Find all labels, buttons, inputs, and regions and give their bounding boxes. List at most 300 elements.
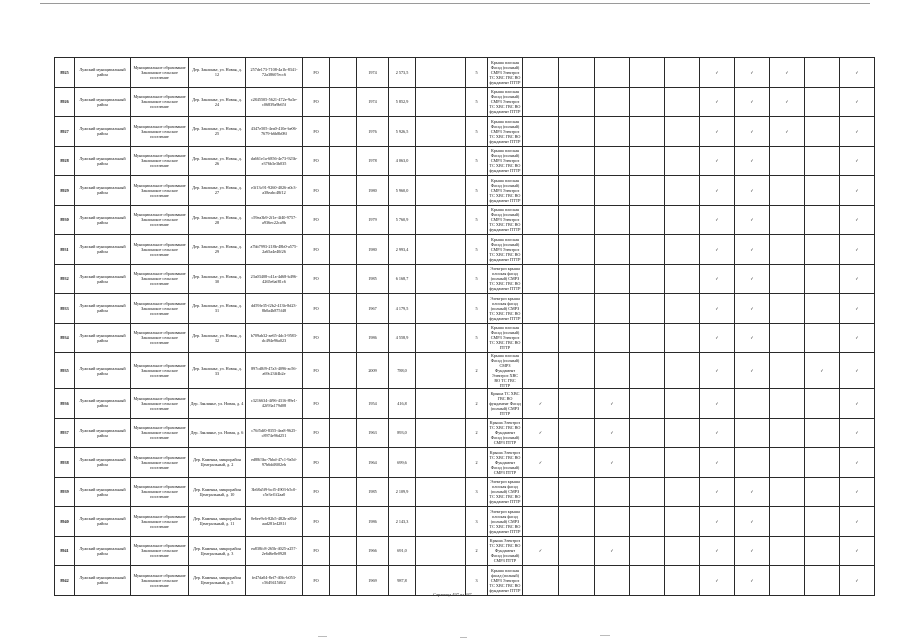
check-mark-cell: ✓ — [700, 176, 735, 206]
empty-cell — [416, 58, 466, 88]
check-mark-cell: ✓ — [700, 146, 735, 176]
check-mark-cell: ✓ — [840, 235, 875, 265]
empty-check-cell — [595, 117, 630, 147]
address-cell: Дер. Каменка, микрорайон Центральный, д. 2 — [189, 448, 246, 478]
district-cell: Лужский муниципальный район — [75, 58, 131, 88]
works-list-cell: Электроэ крыша плоская фасад (полный) СМРЗ ТС ХВС ГВС ВО фундамент ПТТР — [488, 294, 523, 324]
empty-check-cell — [595, 235, 630, 265]
type-code-cell: FO — [303, 146, 330, 176]
empty-check-cell — [559, 389, 595, 419]
check-mark-cell: ✓ — [735, 117, 770, 147]
address-cell: Дер. Заклинье, ул. Новая, д. 25 — [189, 117, 246, 147]
empty-check-cell — [805, 58, 840, 88]
empty-check-cell — [630, 418, 665, 448]
empty-check-cell — [770, 418, 805, 448]
empty-check-cell — [630, 536, 665, 566]
type-code-cell: FO — [303, 294, 330, 324]
empty-check-cell — [559, 58, 595, 88]
check-mark-cell: ✓ — [700, 477, 735, 507]
check-mark-cell: ✓ — [840, 264, 875, 294]
empty-check-cell — [523, 58, 559, 88]
house-id-cell: e3f13c91-9260-4026-a0c3-a38eabc48f12 — [246, 176, 303, 206]
settlement-cell: Муниципальное образование Заклинское сельское поселение — [131, 264, 189, 294]
empty-check-cell — [523, 146, 559, 176]
works-list-cell: Крыша плоская Фасад (полный) СМРЗ Электроэ ТС ХВС ГВС ВО фундамент ПТТР — [488, 87, 523, 117]
check-mark-cell: ✓ — [735, 536, 770, 566]
empty-check-cell — [595, 264, 630, 294]
type-code-cell: FO — [303, 323, 330, 353]
house-id-cell: c3216634-4f96-4316-89e1-42f93a179d08 — [246, 389, 303, 419]
year-cell: 1980 — [357, 235, 389, 265]
address-cell: Дер. Заклинье, ул. Новая, д. 27 — [189, 176, 246, 206]
empty-cell — [330, 389, 357, 419]
works-list-cell: Крыша плоская Фасад (полный) СМРЗ Фундамент Электроэ ХВС ВО ТС ГВС ПТТР — [488, 353, 523, 389]
table-row — [55, 87, 875, 117]
empty-check-cell — [805, 507, 840, 537]
empty-check-cell — [595, 58, 630, 88]
floors-cell: 3 — [466, 477, 488, 507]
empty-check-cell — [665, 353, 700, 389]
empty-check-cell — [523, 507, 559, 537]
type-code-cell: FO — [303, 264, 330, 294]
empty-check-cell — [523, 176, 559, 206]
empty-check-cell — [523, 566, 559, 596]
empty-check-cell — [523, 323, 559, 353]
check-mark-cell: ✓ — [840, 448, 875, 478]
housing-stock-table — [54, 57, 875, 596]
house-id-cell: c76f5df0-8355-4ea8-9625-c8974e96d251 — [246, 418, 303, 448]
year-cell: 2009 — [357, 353, 389, 389]
check-mark-cell: ✓ — [840, 58, 875, 88]
empty-check-cell — [523, 353, 559, 389]
district-cell: Лужский муниципальный район — [75, 235, 131, 265]
area-cell: 2 573,5 — [389, 58, 416, 88]
check-mark-cell: ✓ — [840, 205, 875, 235]
empty-cell — [330, 205, 357, 235]
empty-check-cell — [559, 448, 595, 478]
table-row — [55, 507, 875, 537]
table-body — [55, 58, 875, 596]
empty-cell — [416, 294, 466, 324]
empty-cell — [330, 58, 357, 88]
row-number: 8928 — [55, 146, 75, 176]
row-number: 8941 — [55, 536, 75, 566]
empty-check-cell — [665, 205, 700, 235]
empty-check-cell — [630, 389, 665, 419]
works-list-cell: Электроэ крыша плоская фасад (полный) СМРЗ ТС ХВС ГВС ВО фундамент ПТТР — [488, 507, 523, 537]
address-cell: Дер. Заклинье, ул. Новая, д. 32 — [189, 323, 246, 353]
empty-check-cell — [595, 205, 630, 235]
district-cell: Лужский муниципальный район — [75, 507, 131, 537]
works-list-cell: Крыша плоская Фасад (полный) СМРЗ Электроэ ТС ХВС ГВС ВО фундамент ПТТР — [488, 117, 523, 147]
settlement-cell: Муниципальное образование Заклинское сельское поселение — [131, 477, 189, 507]
empty-check-cell — [559, 205, 595, 235]
empty-check-cell — [735, 418, 770, 448]
empty-check-cell — [559, 235, 595, 265]
check-mark-cell: ✓ — [840, 146, 875, 176]
check-mark-cell: ✓ — [735, 566, 770, 596]
district-cell: Лужский муниципальный район — [75, 448, 131, 478]
floors-cell: 5 — [466, 294, 488, 324]
area-cell: 5 852,9 — [389, 87, 416, 117]
page-top-edge — [40, 3, 870, 4]
works-list-cell: Крыша ТС ХВС ГВС ВО фундамент Фасад (полный) СМРЗ ПТТР — [488, 389, 523, 419]
works-list-cell: Крыша Электроэ ТС ХВС ГВС ВО Фундамент Фасад (полный) СМРЗ ПТТР — [488, 536, 523, 566]
empty-check-cell — [770, 235, 805, 265]
empty-check-cell — [630, 323, 665, 353]
empty-check-cell — [523, 264, 559, 294]
check-mark-cell: ✓ — [840, 477, 875, 507]
floors-cell: 5 — [466, 323, 488, 353]
table-row — [55, 294, 875, 324]
year-cell: 1979 — [357, 205, 389, 235]
empty-check-cell — [630, 353, 665, 389]
settlement-cell: Муниципальное образование Заклинское сельское поселение — [131, 507, 189, 537]
empty-check-cell — [805, 264, 840, 294]
check-mark-cell: ✓ — [700, 536, 735, 566]
check-mark-cell: ✓ — [840, 507, 875, 537]
check-mark-cell: ✓ — [700, 235, 735, 265]
table-row — [55, 389, 875, 419]
empty-cell — [330, 566, 357, 596]
area-cell: 4 179,5 — [389, 294, 416, 324]
area-cell: 4 558,9 — [389, 323, 416, 353]
check-mark-cell: ✓ — [595, 536, 630, 566]
empty-check-cell — [770, 176, 805, 206]
empty-check-cell — [665, 58, 700, 88]
empty-check-cell — [559, 294, 595, 324]
check-mark-cell: ✓ — [700, 507, 735, 537]
check-mark-cell: ✓ — [840, 536, 875, 566]
row-number: 8938 — [55, 448, 75, 478]
empty-cell — [330, 235, 357, 265]
empty-check-cell — [630, 448, 665, 478]
settlement-cell: Муниципальное образование Заклинское сельское поселение — [131, 205, 189, 235]
works-list-cell: Крыша плоская Фасад (полный) СМРЗ Электроэ ТС ХВС ГВС ВО ПТТР — [488, 323, 523, 353]
empty-check-cell — [770, 205, 805, 235]
empty-cell — [416, 448, 466, 478]
settlement-cell: Муниципальное образование Заклинское сельское поселение — [131, 176, 189, 206]
area-cell: 416,8 — [389, 389, 416, 419]
scan-artifact — [460, 637, 467, 638]
empty-check-cell — [630, 117, 665, 147]
empty-check-cell — [770, 323, 805, 353]
empty-check-cell — [665, 536, 700, 566]
check-mark-cell: ✓ — [735, 87, 770, 117]
works-list-cell: Электроэ крыша плоская фасад (полный) СМРЗ ТС ХВС ГВС ВО фундамент ПТТР — [488, 477, 523, 507]
house-id-cell: 23a03408-c41a-4d68-b496-4265e6af81c6 — [246, 264, 303, 294]
check-mark-cell: ✓ — [735, 58, 770, 88]
check-mark-cell: ✓ — [840, 176, 875, 206]
district-cell: Лужский муниципальный район — [75, 176, 131, 206]
check-mark-cell: ✓ — [770, 117, 805, 147]
empty-check-cell — [523, 235, 559, 265]
empty-cell — [416, 264, 466, 294]
empty-check-cell — [805, 477, 840, 507]
settlement-cell: Муниципальное образование Заклинское сельское поселение — [131, 418, 189, 448]
empty-cell — [330, 117, 357, 147]
table-row — [55, 353, 875, 389]
house-id-cell: ed88f3bc-7bbd-47c1-9a5d-97b6dd8f02eb — [246, 448, 303, 478]
empty-check-cell — [665, 477, 700, 507]
address-cell: Дер. Заклинье, ул. Новая, д. 12 — [189, 58, 246, 88]
row-number: 8939 — [55, 477, 75, 507]
scan-artifact — [600, 635, 610, 636]
address-cell: Дер. Каменка, микрорайон Центральный, д. 10 — [189, 477, 246, 507]
floors-cell: 2 — [466, 418, 488, 448]
settlement-cell: Муниципальное образование Заклинское сельское поселение — [131, 235, 189, 265]
empty-check-cell — [665, 146, 700, 176]
empty-check-cell — [595, 176, 630, 206]
settlement-cell: Муниципальное образование Заклинское сельское поселение — [131, 566, 189, 596]
check-mark-cell: ✓ — [700, 205, 735, 235]
check-mark-cell: ✓ — [735, 477, 770, 507]
empty-check-cell — [559, 418, 595, 448]
check-mark-cell: ✓ — [840, 323, 875, 353]
empty-check-cell — [665, 389, 700, 419]
empty-cell — [330, 353, 357, 389]
check-mark-cell: ✓ — [700, 418, 735, 448]
row-number: 8942 — [55, 566, 75, 596]
empty-cell — [416, 235, 466, 265]
empty-cell — [416, 87, 466, 117]
empty-check-cell — [665, 294, 700, 324]
empty-check-cell — [595, 507, 630, 537]
area-cell: 691,0 — [389, 536, 416, 566]
empty-check-cell — [523, 117, 559, 147]
type-code-cell: FO — [303, 507, 330, 537]
empty-check-cell — [665, 264, 700, 294]
empty-cell — [416, 117, 466, 147]
empty-check-cell — [770, 146, 805, 176]
empty-check-cell — [559, 507, 595, 537]
area-cell: 987,8 — [389, 566, 416, 596]
check-mark-cell: ✓ — [735, 323, 770, 353]
floors-cell: 2 — [466, 448, 488, 478]
empty-cell — [330, 323, 357, 353]
area-cell: 699,6 — [389, 448, 416, 478]
row-number: 8932 — [55, 264, 75, 294]
empty-check-cell — [665, 507, 700, 537]
empty-check-cell — [770, 507, 805, 537]
works-list-cell: Крыша плоская Фасад (полный) СМРЗ Электроэ ТС ХВС ГВС ВО фундамент ПТТР — [488, 146, 523, 176]
empty-cell — [416, 146, 466, 176]
empty-check-cell — [559, 323, 595, 353]
check-mark-cell: ✓ — [735, 176, 770, 206]
works-list-cell: Крыша плоская Фасад (полный) СМРЗ Электроэ ТС ХВС ГВС ВО фундамент ПТТР — [488, 235, 523, 265]
area-cell: 5 960,0 — [389, 176, 416, 206]
year-cell: 1966 — [357, 536, 389, 566]
house-id-cell: 257de173-7108-4a1b-8341-72a38607ecc6 — [246, 58, 303, 88]
works-list-cell: Крыша плоская фасад (полный) СМРЗ Электроэ ТС ХВС ГВС ВО фундамент ПТТР — [488, 566, 523, 596]
check-mark-cell: ✓ — [735, 507, 770, 537]
works-list-cell: Электроэ крыша плоская фасад (полный) СМРЗ ТС ХВС ГВС ВО фундамент ПТТР — [488, 264, 523, 294]
area-cell: 5 926,5 — [389, 117, 416, 147]
empty-cell — [416, 536, 466, 566]
empty-check-cell — [559, 264, 595, 294]
district-cell: Лужский муниципальный район — [75, 264, 131, 294]
type-code-cell: FO — [303, 117, 330, 147]
page-number: Страница 497 из 687 — [433, 592, 472, 597]
empty-check-cell — [805, 448, 840, 478]
table-row — [55, 205, 875, 235]
empty-cell — [330, 264, 357, 294]
empty-check-cell — [523, 87, 559, 117]
settlement-cell: Муниципальное образование Заклинское сельское поселение — [131, 536, 189, 566]
check-mark-cell: ✓ — [700, 87, 735, 117]
table-row — [55, 536, 875, 566]
works-list-cell: Крыша Электроэ ТС ХВС ГВС ВО Фундамент Фасад (полный) СМРЗ ПТТР — [488, 448, 523, 478]
empty-cell — [416, 205, 466, 235]
empty-check-cell — [559, 87, 595, 117]
floors-cell: 2 — [466, 389, 488, 419]
empty-check-cell — [559, 117, 595, 147]
year-cell: 1974 — [357, 58, 389, 88]
empty-check-cell — [805, 87, 840, 117]
empty-cell — [330, 87, 357, 117]
empty-cell — [330, 418, 357, 448]
row-number: 8930 — [55, 205, 75, 235]
empty-cell — [416, 418, 466, 448]
type-code-cell: FO — [303, 205, 330, 235]
row-number: 8934 — [55, 323, 75, 353]
empty-check-cell — [559, 146, 595, 176]
empty-check-cell — [595, 294, 630, 324]
year-cell: 1986 — [357, 507, 389, 537]
check-mark-cell: ✓ — [735, 146, 770, 176]
row-number: 8929 — [55, 176, 75, 206]
check-mark-cell: ✓ — [840, 87, 875, 117]
district-cell: Лужский муниципальный район — [75, 323, 131, 353]
empty-cell — [416, 323, 466, 353]
area-cell: 893,0 — [389, 418, 416, 448]
empty-check-cell — [630, 146, 665, 176]
type-code-cell: FO — [303, 176, 330, 206]
district-cell: Лужский муниципальный район — [75, 389, 131, 419]
settlement-cell: Муниципальное образование Заклинское сельское поселение — [131, 353, 189, 389]
empty-cell — [330, 507, 357, 537]
empty-check-cell — [805, 176, 840, 206]
area-cell: 2 993,4 — [389, 235, 416, 265]
empty-check-cell — [630, 507, 665, 537]
empty-check-cell — [770, 448, 805, 478]
district-cell: Лужский муниципальный район — [75, 294, 131, 324]
floors-cell: 5 — [466, 58, 488, 88]
address-cell: Дер. Заклинье, ул. Новая, д. 4 — [189, 389, 246, 419]
house-id-cell: b709ab32-ae65-4dc3-9583-dc494e96a023 — [246, 323, 303, 353]
empty-check-cell — [770, 264, 805, 294]
empty-check-cell — [595, 146, 630, 176]
check-mark-cell: ✓ — [840, 117, 875, 147]
type-code-cell: PO — [303, 448, 330, 478]
floors-cell: 5 — [466, 146, 488, 176]
address-cell: Дер. Заклинье, ул. Новая, д. 6 — [189, 418, 246, 448]
empty-check-cell — [595, 477, 630, 507]
empty-cell — [416, 389, 466, 419]
house-id-cell: ea838fc8-265b-4025-a257-2e6d6e8e0928 — [246, 536, 303, 566]
check-mark-cell: ✓ — [700, 323, 735, 353]
empty-cell — [330, 294, 357, 324]
empty-check-cell — [523, 294, 559, 324]
row-number: 8925 — [55, 58, 75, 88]
table-row — [55, 477, 875, 507]
address-cell: Дер. Заклинье, ул. Новая, д. 24 — [189, 87, 246, 117]
empty-cell — [416, 176, 466, 206]
house-id-cell: 0e6ee9c6-82b5-482b-a83d-aad281e4281f — [246, 507, 303, 537]
row-number: 8936 — [55, 389, 75, 419]
works-list-cell: Крыша плоская Фасад (полный) СМРЗ Электроэ ТС ХВС ГВС ВО фундамент ПТТР — [488, 58, 523, 88]
house-id-cell: 4347e505-4ea0-410e-be06-7679-b6b8b08f — [246, 117, 303, 147]
type-code-cell: FO — [303, 418, 330, 448]
district-cell: Лужский муниципальный район — [75, 87, 131, 117]
house-id-cell: dd59fe35-f2b2-413b-8d23-8b0a4b875f48 — [246, 294, 303, 324]
settlement-cell: Муниципальное образование Заклинское сельское поселение — [131, 389, 189, 419]
empty-check-cell — [630, 235, 665, 265]
type-code-cell: FO — [303, 536, 330, 566]
year-cell: 1986 — [357, 323, 389, 353]
empty-cell — [330, 146, 357, 176]
empty-cell — [330, 477, 357, 507]
year-cell: 1954 — [357, 389, 389, 419]
year-cell: 1978 — [357, 146, 389, 176]
empty-check-cell — [805, 205, 840, 235]
address-cell: Дер. Заклинье, ул. Новая, д. 28 — [189, 205, 246, 235]
year-cell: 1985 — [357, 264, 389, 294]
empty-check-cell — [770, 389, 805, 419]
row-number: 8935 — [55, 353, 75, 389]
address-cell: Дер. Каменка, микрорайон Центральный, д. 11 — [189, 507, 246, 537]
works-list-cell: Крыша Электроэ ТС ХВС ГВС ВО Фундамент Фасад (полный) СМРЗ ПТТР — [488, 418, 523, 448]
address-cell: Дер. Заклинье, ул. Новая, д. 30 — [189, 264, 246, 294]
empty-check-cell — [770, 477, 805, 507]
empty-cell — [416, 353, 466, 389]
empty-check-cell — [559, 353, 595, 389]
year-cell: 1969 — [357, 566, 389, 596]
row-number: 8940 — [55, 507, 75, 537]
table-row — [55, 448, 875, 478]
empty-check-cell — [770, 353, 805, 389]
check-mark-cell: ✓ — [770, 87, 805, 117]
house-id-cell: da661e1a-6856-4e73-923b-e376b3e3b035 — [246, 146, 303, 176]
check-mark-cell: ✓ — [735, 235, 770, 265]
check-mark-cell: ✓ — [700, 389, 735, 419]
check-mark-cell: ✓ — [700, 448, 735, 478]
district-cell: Лужский муниципальный район — [75, 566, 131, 596]
empty-check-cell — [805, 294, 840, 324]
floors-cell: 5 — [466, 235, 488, 265]
area-cell: 4 063,0 — [389, 146, 416, 176]
district-cell: Лужский муниципальный район — [75, 418, 131, 448]
district-cell: Лужский муниципальный район — [75, 477, 131, 507]
area-cell: 5 760,9 — [389, 205, 416, 235]
empty-cell — [330, 536, 357, 566]
empty-check-cell — [595, 323, 630, 353]
check-mark-cell: ✓ — [700, 353, 735, 389]
type-code-cell: FO — [303, 58, 330, 88]
scan-artifact — [318, 636, 327, 637]
check-mark-cell: ✓ — [595, 448, 630, 478]
settlement-cell: Муниципальное образование Заклинское сельское поселение — [131, 323, 189, 353]
empty-check-cell — [595, 353, 630, 389]
empty-check-cell — [630, 477, 665, 507]
address-cell: Дер. Каменка, микрорайон Центральный, д. 5 — [189, 566, 246, 596]
empty-check-cell — [770, 566, 805, 596]
check-mark-cell: ✓ — [595, 418, 630, 448]
empty-check-cell — [559, 536, 595, 566]
address-cell: Дер. Заклинье, ул. Новая, д. 31 — [189, 294, 246, 324]
check-mark-cell: ✓ — [840, 566, 875, 596]
type-code-cell: FO — [303, 566, 330, 596]
